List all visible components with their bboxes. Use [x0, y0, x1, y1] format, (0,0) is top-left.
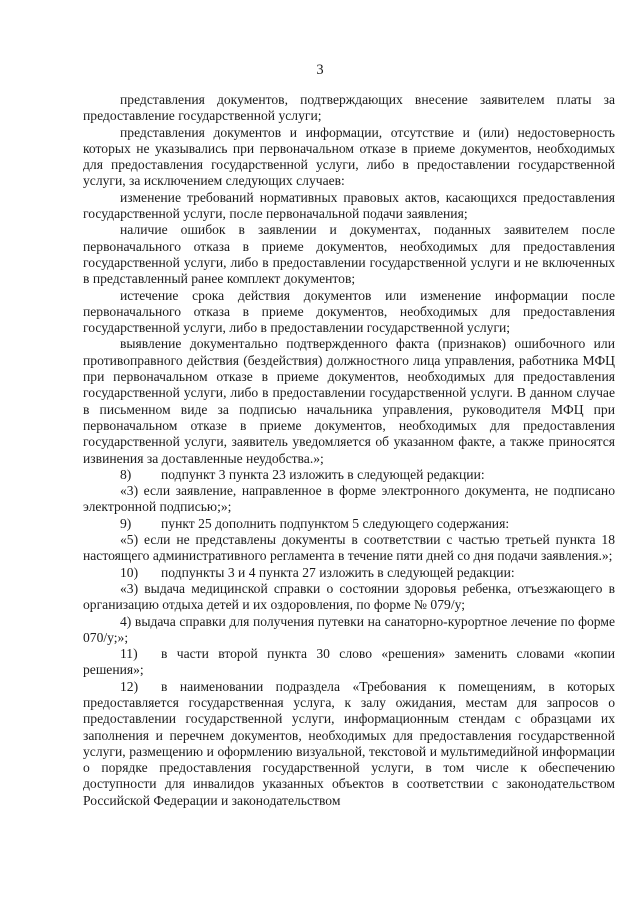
item-text: пункт 25 дополнить подпунктом 5 следующего содержания:	[161, 515, 510, 531]
paragraph: выявление документально подтвержденного факта (признаков) ошибочного или противоправного действия (бездействия) должностного лица управления, работника МФЦ при первоначальном отказе в приеме документов, необходимых для предоставления государственной услуги, либо в предоставлении государственной услуги. В данном случае в письменном виде за подписью начальника управления, руководителя МФЦ при первоначальном отказе в приеме документов, необходимых для предоставления государственной услуги, заявитель уведомляется об указанном факте, а также приносятся извинения за доставленные неудобства.»;	[83, 336, 615, 466]
item-number: 9)	[120, 515, 132, 531]
page-number: 3	[316, 62, 324, 78]
item-number: 8)	[120, 466, 132, 482]
item-number: 11)	[120, 646, 138, 662]
paragraph: «3) выдача медицинской справки о состоянии здоровья ребенка, отъезжающего в организацию отдыха детей и их оздоровления, по форме № 079/у;	[83, 580, 615, 613]
paragraph: наличие ошибок в заявлении и документах, поданных заявителем после первоначального отказа в приеме документов, необходимых для предоставления государственной услуги, либо в предоставлении государственной услуги и не включенных в представленный ранее комплект документов;	[83, 222, 615, 287]
item-number: 10)	[120, 564, 139, 580]
item-text: подпункты 3 и 4 пункта 27 изложить в следующей редакции:	[161, 564, 515, 580]
paragraph: «5) если не представлены документы в соответствии с частью третьей пункта 18 настоящего административного регламента в течение пяти дней со дня подачи заявления.»;	[83, 532, 615, 564]
paragraph: изменение требований нормативных правовых актов, касающихся предоставления государственной услуги, после первоначальной подачи заявления;	[83, 189, 615, 222]
numbered-item	[83, 516, 615, 532]
item-number: 12)	[120, 678, 139, 694]
numbered-item	[83, 646, 615, 679]
paragraph: «3) если заявление, направленное в форме электронного документа, не подписано электронной подписью;»;	[83, 483, 615, 515]
item-text: подпункт 3 пункта 23 изложить в следующей редакции:	[161, 466, 485, 482]
paragraph: 4) выдача справки для получения путевки на санаторно-курортное лечение по форме 070/у;»;	[83, 613, 615, 645]
paragraph: представления документов и информации, отсутствие и (или) недостоверность которых не указывались при первоначальном отказе в приеме документов, необходимых для предоставления государственной услуги, либо в предоставлении государственной услуги, за исключением следующих случаев:	[83, 124, 615, 189]
paragraph: представления документов, подтверждающих внесение заявителем платы за предоставление государственной услуги;	[83, 92, 615, 124]
paragraph: истечение срока действия документов или изменение информации после первоначального отказа в приеме документов, необходимых для предоставления государственной услуги, либо в предоставлении государственной услуги;	[83, 287, 615, 336]
item-text: в наименовании подраздела «Требования к помещениям, в которых предоставляется государственная услуга, к залу ожидания, местам для запросов о предоставлении государственной услуги, информационным стендам с образцами их заполнения и перечнем документов, необходимых для предоставления государственной услуги, размещению и оформлению визуальной, текстовой и мультимедийной информации о порядке предоставления государственной услуги, в том числе к обеспечению доступности для инвалидов указанных объектов в соответствии с законодательством Российской Федерации и законодательством	[83, 678, 615, 808]
numbered-item	[83, 565, 615, 581]
document-body	[83, 92, 615, 809]
numbered-item	[83, 679, 615, 809]
item-text: в части второй пункта 30 слово «решения» заменить словами «копии решения»;	[83, 646, 615, 678]
numbered-item	[83, 467, 615, 483]
